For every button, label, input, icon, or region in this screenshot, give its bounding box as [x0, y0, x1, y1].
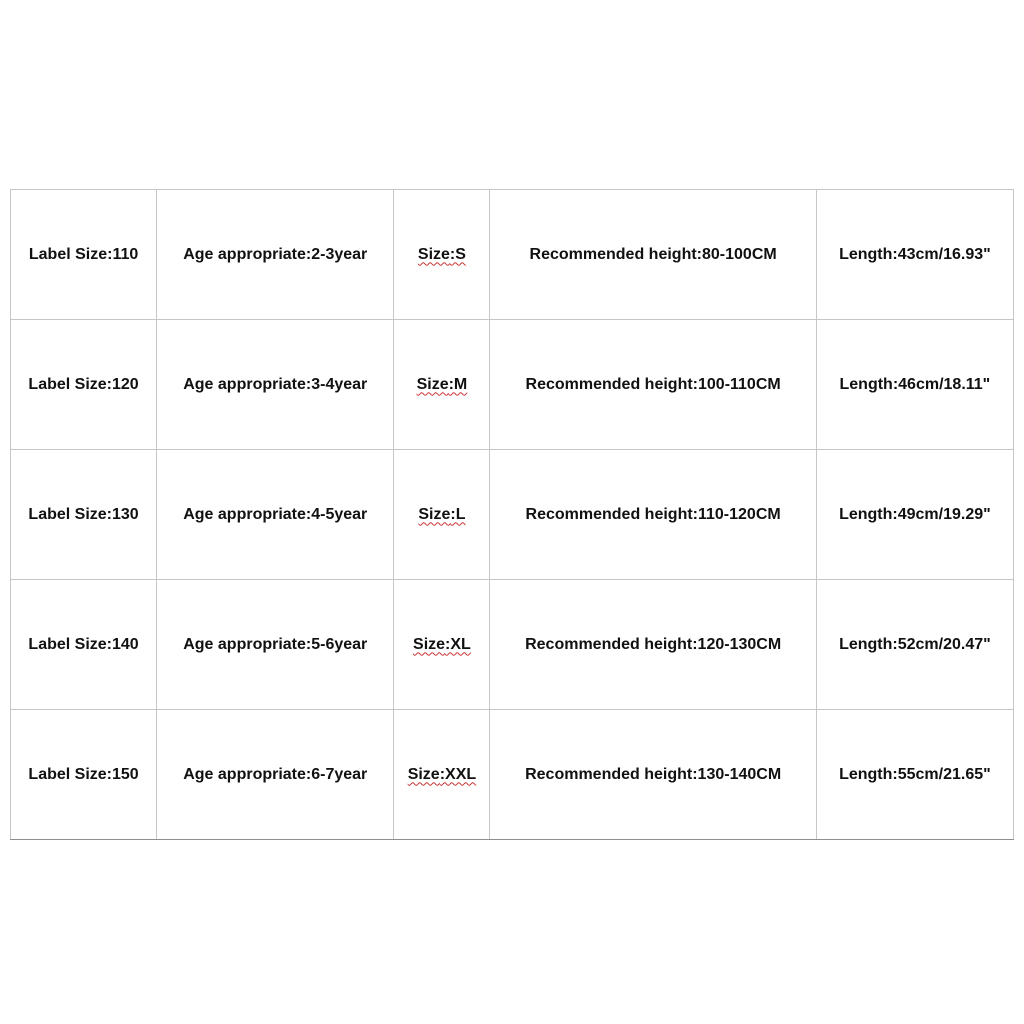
length-cell: Length:55cm/21.65": [816, 710, 1013, 840]
length-cell: Length:49cm/19.29": [816, 450, 1013, 580]
label-size-cell: Label Size:130: [11, 450, 157, 580]
length-cell: Length:52cm/20.47": [816, 580, 1013, 710]
table-row: [11, 580, 1014, 710]
size-value: :L: [450, 505, 466, 523]
table-row: [11, 450, 1014, 580]
label-size-cell: Label Size:140: [11, 580, 157, 710]
height-cell: Recommended height:120-130CM: [490, 580, 816, 710]
label-size-cell: Label Size:110: [11, 190, 157, 320]
size-chart-table: [10, 189, 1014, 840]
age-cell: Age appropriate:5-6year: [157, 580, 394, 710]
age-cell: Age appropriate:6-7year: [157, 710, 394, 840]
size-value: :XXL: [439, 765, 477, 783]
size-word: Size: [417, 245, 450, 263]
height-cell: Recommended height:100-110CM: [490, 320, 816, 450]
size-value: :S: [449, 245, 466, 263]
table-row: [11, 320, 1014, 450]
age-cell: Age appropriate:3-4year: [157, 320, 394, 450]
size-cell: [394, 190, 490, 320]
size-word: Size: [407, 765, 440, 783]
length-cell: Length:46cm/18.11": [816, 320, 1013, 450]
table-row: [11, 190, 1014, 320]
size-cell: [394, 320, 490, 450]
size-cell: [394, 450, 490, 580]
length-cell: Length:43cm/16.93": [816, 190, 1013, 320]
age-cell: Age appropriate:4-5year: [157, 450, 394, 580]
size-word: Size: [413, 635, 446, 653]
size-value: :XL: [445, 635, 471, 653]
size-cell: [394, 580, 490, 710]
size-word: Size: [416, 375, 449, 393]
height-cell: Recommended height:80-100CM: [490, 190, 816, 320]
height-cell: Recommended height:110-120CM: [490, 450, 816, 580]
label-size-cell: Label Size:120: [11, 320, 157, 450]
table-row: [11, 710, 1014, 840]
label-size-cell: Label Size:150: [11, 710, 157, 840]
age-cell: Age appropriate:2-3year: [157, 190, 394, 320]
size-cell: [394, 710, 490, 840]
size-value: :M: [448, 375, 468, 393]
height-cell: Recommended height:130-140CM: [490, 710, 816, 840]
size-word: Size: [418, 505, 451, 523]
